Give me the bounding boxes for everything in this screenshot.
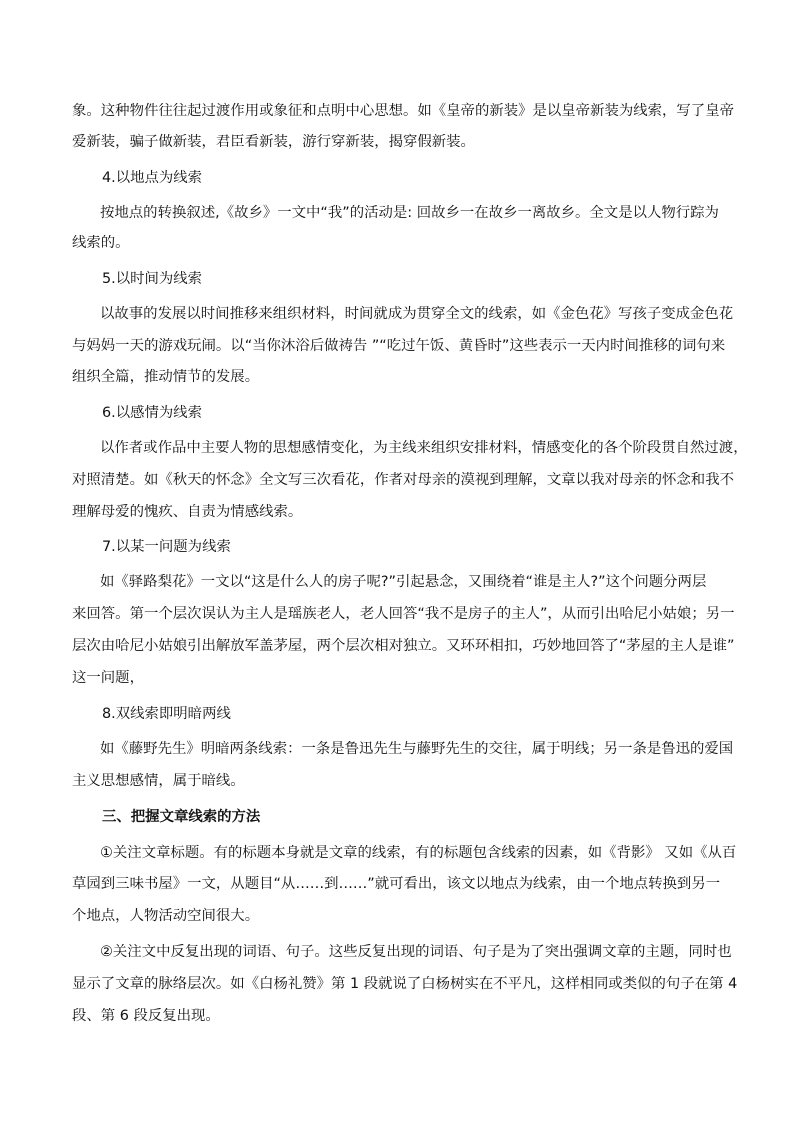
body-text-line: 理解母爱的愧疚、自责为情感线索。 xyxy=(72,504,303,520)
body-text-line: ②关注文中反复出现的词语、句子。这些反复出现的词语、句子是为了突出强调文章的主题，同时也 xyxy=(100,944,732,960)
section-heading-location: 4.以地点为线索 xyxy=(102,170,203,186)
body-text-line: 与妈妈一天的游戏玩闹。以“当你沐浴后做祷告 ”“吃过午饭、黄昏时”这些表示一天内时间推移的词句来 xyxy=(72,338,726,354)
body-text-line: 这一问题， xyxy=(72,670,144,686)
section-heading-time: 5.以时间为线索 xyxy=(102,271,203,287)
body-text-line: 层次由哈尼小姑娘引出解放军盖茅屋，两个层次相对独立。又环环相扣，巧妙地回答了“茅屋的主人是谁” xyxy=(72,638,735,654)
body-text-line: 以作者或作品中主要人物的思想感情变化，为主线来组织安排材料，情感变化的各个阶段贯自然过渡， xyxy=(100,440,748,456)
body-text-line: 如《驿路梨花》一文以“这是什么人的房子呢?”引起悬念，又围绕着“谁是主人?”这个问题分两层 xyxy=(100,574,707,590)
body-text-line: 组织全篇，推动情节的发展。 xyxy=(72,369,260,385)
section-heading-emotion: 6.以感情为线索 xyxy=(102,405,203,421)
body-text-line: 爱新装，骗子做新装，君臣看新装，游行穿新装，揭穿假新装。 xyxy=(72,134,475,150)
body-text-line: 线索的。 xyxy=(72,235,130,251)
section-heading-double-clue: 8.双线索即明暗两线 xyxy=(102,706,231,722)
body-text-line: 对照清楚。如《秋天的怀念》全文写三次看花，作者对母亲的漠视到理解，文章以我对母亲的怀念和我不 xyxy=(72,472,734,488)
section-heading-question: 7.以某一问题为线索 xyxy=(102,539,231,555)
body-text-line: 来回答。第一个层次误认为主人是瑶族老人，老人回答“我不是房子的主人”，从而引出哈尼小姑娘；另一 xyxy=(72,606,735,622)
body-text-line: 主义思想感情，属于暗线。 xyxy=(72,773,245,789)
body-text-line: 段、第 6 段反复出现。 xyxy=(72,1008,220,1024)
section-heading-methods: 三、把握文章线索的方法 xyxy=(102,809,261,825)
body-text-line: ①关注文章标题。有的标题本身就是文章的线索，有的标题包含线索的因素，如《背影》 又如《从百 xyxy=(100,845,737,861)
body-text-line: 按地点的转换叙述,《故乡》一文中“我”的活动是: 回故乡一在故乡一离故乡。全文是以人物行踪为 xyxy=(100,205,719,221)
body-text-line: 显示了文章的脉络层次。如《白杨礼赞》第 1 段就说了白杨树实在不平凡，这样相同或类似的句子在第 4 xyxy=(72,976,738,992)
body-text-line: 以故事的发展以时间推移来组织材料，时间就成为贯穿全文的线索，如《金色花》写孩子变成金色花 xyxy=(100,306,734,322)
body-text-line: 个地点，人物活动空间很大。 xyxy=(72,908,260,924)
body-text-line: 象。这种物件往往起过渡作用或象征和点明中心思想。如《皇帝的新装》是以皇帝新装为线索，写了皇帝 xyxy=(72,103,734,119)
body-text-line: 如《藤野先生》明暗两条线索：一条是鲁迅先生与藤野先生的交往，属于明线；另一条是鲁迅的爱国 xyxy=(100,741,734,757)
body-text-line: 草园到三味书屋》一文，从题目“从……到……”就可看出，该文以地点为线索，由一个地点转换到另一 xyxy=(72,876,721,892)
